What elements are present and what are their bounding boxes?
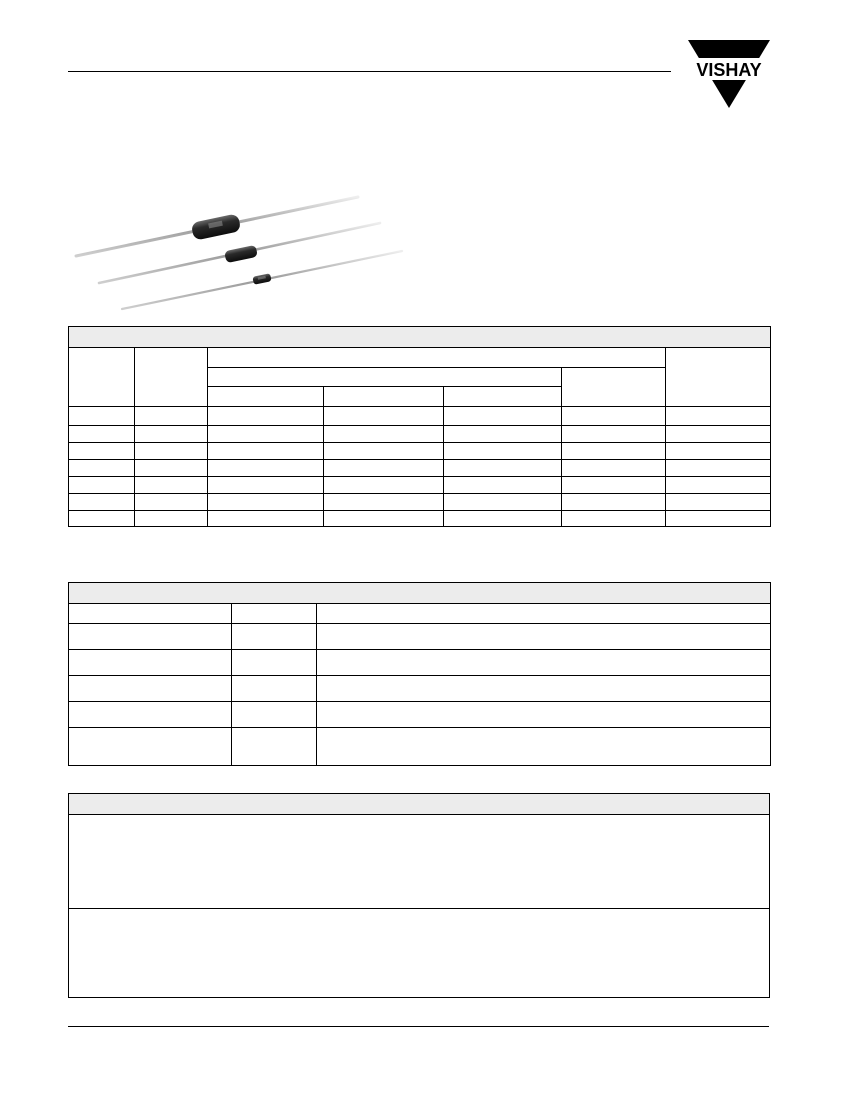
specifications-table [68,326,771,527]
notes-block [69,909,770,998]
table-row [69,511,771,527]
table-row [69,477,771,494]
table-row [69,728,771,766]
header-cell [208,368,562,387]
logo-text: VISHAY [696,60,762,80]
table-title [69,794,770,815]
header-cell [562,368,666,407]
table-row [69,494,771,511]
notes-block [69,815,770,909]
table-title [69,583,771,604]
header-cell [208,387,324,407]
table-row [69,407,771,426]
notes-table [68,793,770,998]
header-rule [68,71,671,72]
table-row [69,460,771,477]
table-row [69,650,771,676]
resistor-large [76,197,358,256]
header-cell [69,348,135,407]
footer-rule [68,1026,769,1027]
header-cell [135,348,208,407]
technical-data-table [68,582,771,766]
table-header-row [69,604,771,624]
vishay-logo [688,40,770,108]
resistor-medium [99,223,380,283]
resistor-small [122,251,402,309]
table-row [69,676,771,702]
product-image [70,190,410,315]
table-row [69,624,771,650]
table-row [69,702,771,728]
header-cell [208,348,666,368]
header-cell [324,387,444,407]
table-row [69,443,771,460]
header-cell [444,387,562,407]
table-row [69,426,771,443]
table-title [69,327,771,348]
header-cell [666,348,771,407]
